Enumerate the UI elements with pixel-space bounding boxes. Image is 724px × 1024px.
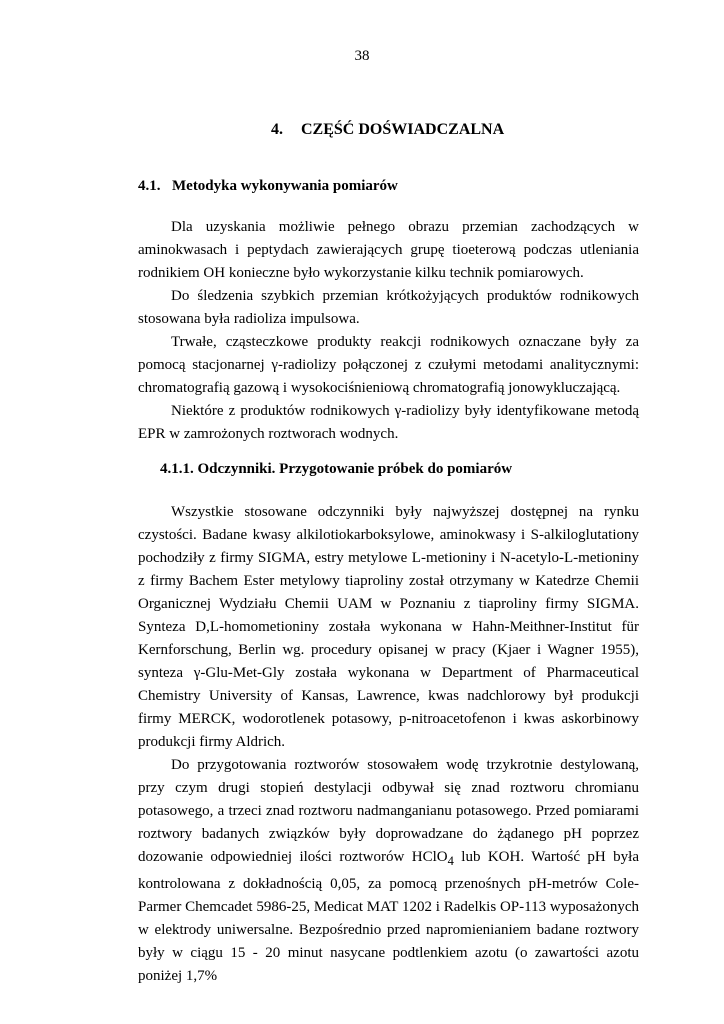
- page-number: 38: [354, 48, 370, 64]
- section-title: Metodyka wykonywania pomiarów: [172, 178, 398, 194]
- chemical-formula: [411, 849, 454, 868]
- paragraph: Do śledzenia szybkich przemian krótkożyjących produktów rodnikowych stosowana była radioliza impulsowa.: [138, 288, 639, 327]
- formula-subscript: 4: [447, 854, 454, 868]
- paragraph-text: Do przygotowania roztworów stosowałem wodę trzykrotnie destylowaną, przy czym drugi stopień destylacji odbywał się znad roztworu chromianu potasowego, a trzeci znad roztworu nadmanganianu potasowego. Przed pomiarami roztwory badanych związków były doprowadzane do żądanego pH poprzez dozowanie odpowiedniej ilości roztworów: [138, 757, 639, 865]
- section-body: [138, 216, 639, 446]
- paragraph-text: lub KOH. Wartość pH była kontrolowana z dokładnością 0,05, za pomocą przenośnych pH-metrów Cole-Parmer Chemcadet 5986-25, Medicat MAT 1202 i Radelkis OP-113 wyposażonych w elektrody uniwersalne. Bezpośrednio przed napromienianiem badane roztwory były w ciągu 15 - 20 minut nasycane podtlenkiem azotu (o zawartości azotu poniżej 1,7%: [138, 849, 639, 984]
- paragraph: Trwałe, cząsteczkowe produkty reakcji rodnikowych oznaczane były za pomocą stacjonarnej γ-radiolizy połączonej z czułymi metodami analitycznymi: chromatografią gazową i wysokociśnieniową chromatografią jonowykluczającą.: [138, 334, 639, 396]
- paragraph: [138, 754, 639, 988]
- paragraph: Niektóre z produktów rodnikowych γ-radiolizy były identyfikowane metodą EPR w zamrożonych roztworach wodnych.: [138, 403, 639, 442]
- formula-base: HClO: [411, 849, 448, 865]
- chapter-title: CZĘŚĆ DOŚWIADCZALNA: [301, 121, 505, 138]
- paragraph: Wszystkie stosowane odczynniki były najwyższej dostępnej na rynku czystości. Badane kwasy alkilotiokarboksylowe, aminokwasy i S-alkiloglutationy pochodziły z firmy SIGMA, estry metylowe L-metioniny i N-acetylo-L-metioniny z firmy Bachem Ester metylowy tiaproliny został otrzymany w Katedrze Chemii Organicznej Wydziału Chemii UAM w Poznaniu z tiaproliny firmy SIGMA. Synteza D,L-homometioniny została wykonana w Hahn-Meithner-Institut für Kernforschung, Berlin wg. procedury opisanej w pracy (Kjaer i Wagner 1955), synteza γ-Glu-Met-Gly została wykonana w Department of Pharmaceutical Chemistry University of Kansas, Lawrence, kwas nadchlorowy był produkcji firmy MERCK, wodorotlenek potasowy, p-nitroacetofenon i kwas askorbinowy produkcji firmy Aldrich.: [138, 504, 639, 750]
- subsection-body: [138, 501, 639, 988]
- section-number: 4.1.: [138, 178, 161, 194]
- chapter-number: 4.: [271, 121, 283, 138]
- paragraph: Dla uzyskania możliwie pełnego obrazu przemian zachodzących w aminokwasach i peptydach zawierających grupę tioeterową podczas utleniania rodnikiem OH konieczne było wykorzystanie kilku technik pomiarowych.: [138, 219, 639, 281]
- subsection-heading: 4.1.1. Odczynniki. Przygotowanie próbek do pomiarów: [160, 461, 513, 477]
- chapter-heading: [271, 121, 504, 139]
- section-heading: [138, 178, 398, 195]
